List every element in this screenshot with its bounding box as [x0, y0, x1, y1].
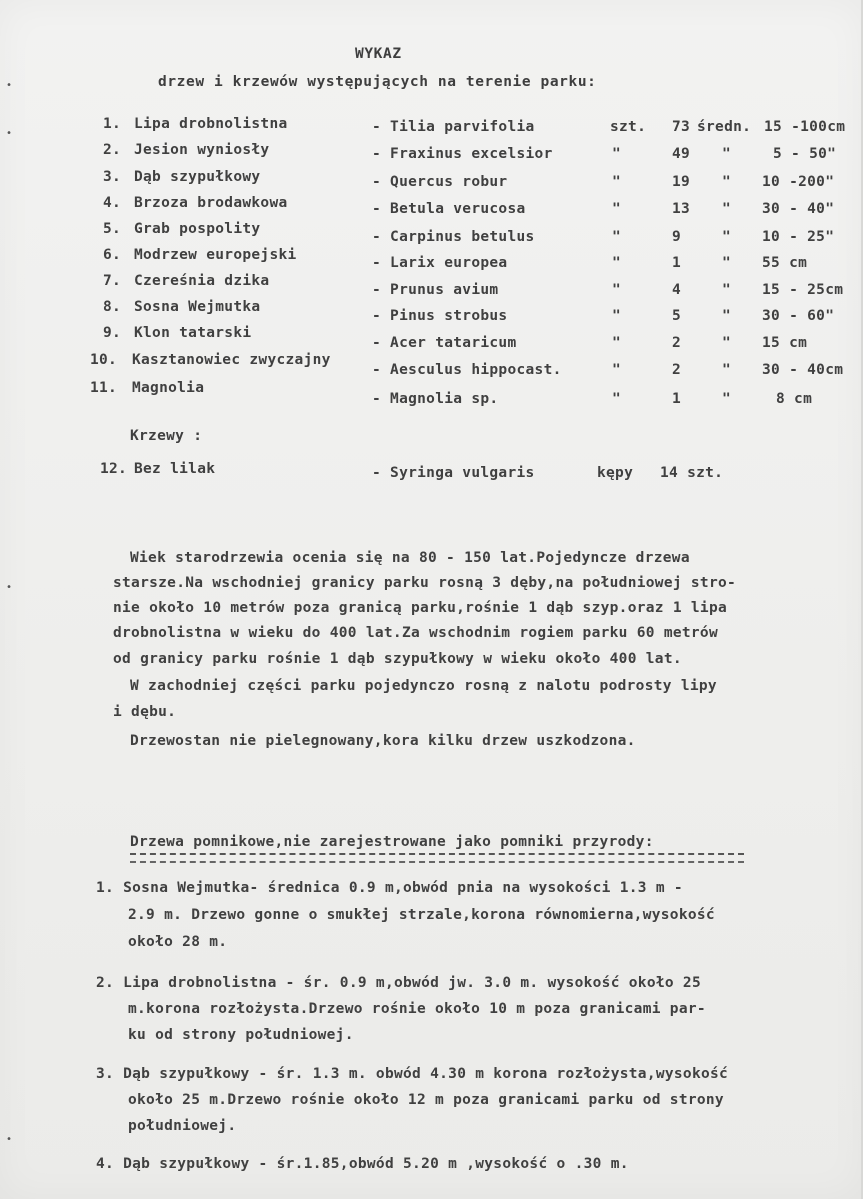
shrub-number: 12.: [100, 461, 128, 477]
tree-unit: ": [612, 391, 622, 407]
tree-size-mark: ": [722, 335, 732, 351]
shrub-unit: kępy: [597, 465, 634, 481]
shrub-amount: 14 szt.: [660, 465, 724, 481]
tree-count: 1: [672, 255, 682, 271]
shrub-latin-name: - Syringa vulgaris: [372, 465, 535, 481]
tree-number: 5.: [103, 221, 122, 237]
paragraph-line: i dębu.: [113, 704, 177, 720]
heading-underline-2: [130, 861, 744, 863]
shrubs-heading: Krzewy :: [130, 428, 203, 444]
monument-line: 2.9 m. Drzewo gonne o smukłej strzale,korona równomierna,wysokość: [128, 907, 715, 923]
tree-number: 1.: [103, 116, 122, 132]
document-title: WYKAZ: [355, 46, 402, 62]
tree-unit: ": [612, 362, 622, 378]
tree-polish-name: Brzoza brodawkowa: [134, 195, 288, 211]
monument-line: południowej.: [128, 1118, 237, 1134]
paragraph-line: Wiek starodrzewia ocenia się na 80 - 150 lat.Pojedyncze drzewa: [130, 550, 690, 566]
tree-size: 10 - 25": [762, 229, 835, 245]
tree-unit: ": [612, 282, 622, 298]
tree-polish-name: Grab pospolity: [134, 221, 261, 237]
tree-size: 15 -100cm: [764, 119, 846, 135]
tree-number: 2.: [103, 142, 122, 158]
tree-latin-name: - Larix europea: [372, 255, 508, 271]
tree-unit: ": [612, 308, 622, 324]
tree-polish-name: Lipa drobnolistna: [134, 116, 288, 132]
paragraph-line: nie około 10 metrów poza granicą parku,rośnie 1 dąb szyp.oraz 1 lipa: [113, 600, 728, 616]
tree-polish-name: Kasztanowiec zwyczajny: [132, 352, 331, 368]
tree-number: 10.: [90, 352, 118, 368]
tree-unit: ": [612, 335, 622, 351]
tree-unit: ": [612, 174, 622, 190]
tree-latin-name: - Aesculus hippocast.: [372, 362, 562, 378]
tree-number: 7.: [103, 273, 122, 289]
tree-unit: ": [612, 255, 622, 271]
tree-size-mark: ": [722, 362, 732, 378]
monument-line: około 28 m.: [128, 934, 228, 950]
tree-number: 8.: [103, 299, 122, 315]
monument-line: 3. Dąb szypułkowy - śr. 1.3 m. obwód 4.30 m korona rozłożysta,wysokość: [96, 1066, 729, 1082]
monument-line: ku od strony południowej.: [128, 1027, 354, 1043]
tree-polish-name: Dąb szypułkowy: [134, 169, 261, 185]
paragraph-line: starsze.Na wschodniej granicy parku rosną 3 dęby,na południowej stro-: [113, 575, 737, 591]
paragraph-line: Drzewostan nie pielegnowany,kora kilku drzew uszkodzona.: [130, 733, 636, 749]
tree-size: 30 - 60": [762, 308, 835, 324]
tree-size-mark: średn.: [697, 119, 752, 135]
tree-count: 5: [672, 308, 682, 324]
tree-polish-name: Sosna Wejmutka: [134, 299, 261, 315]
tree-latin-name: - Prunus avium: [372, 282, 499, 298]
tree-size-mark: ": [722, 229, 732, 245]
tree-size: 15 cm: [762, 335, 808, 351]
tree-size-mark: ": [722, 174, 732, 190]
tree-polish-name: Jesion wyniosły: [134, 142, 270, 158]
monuments-heading: Drzewa pomnikowe,nie zarejestrowane jako pomniki przyrody:: [130, 834, 654, 850]
tree-size: 8 cm: [776, 391, 813, 407]
tree-size-mark: ": [722, 391, 732, 407]
tree-latin-name: - Fraxinus excelsior: [372, 146, 553, 162]
tree-size: 10 -200": [762, 174, 835, 190]
tree-unit: ": [612, 201, 622, 217]
tree-latin-name: - Magnolia sp.: [372, 391, 499, 407]
tree-latin-name: - Pinus strobus: [372, 308, 508, 324]
tree-size: 30 - 40": [762, 201, 835, 217]
margin-mark: •: [6, 582, 13, 593]
tree-count: 2: [672, 362, 682, 378]
tree-count: 9: [672, 229, 682, 245]
heading-underline: [130, 853, 744, 855]
tree-number: 11.: [90, 380, 118, 396]
tree-size-mark: ": [722, 146, 732, 162]
paragraph-line: W zachodniej części parku pojedynczo rosną z nalotu podrosty lipy: [130, 678, 717, 694]
tree-count: 19: [672, 174, 691, 190]
tree-number: 3.: [103, 169, 122, 185]
tree-count: 1: [672, 391, 682, 407]
tree-count: 13: [672, 201, 691, 217]
margin-mark: •: [6, 1134, 13, 1145]
tree-polish-name: Czereśnia dzika: [134, 273, 270, 289]
paragraph-line: od granicy parku rośnie 1 dąb szypułkowy w wieku około 400 lat.: [113, 651, 682, 667]
tree-latin-name: - Acer tataricum: [372, 335, 517, 351]
monument-line: 2. Lipa drobnolistna - śr. 0.9 m,obwód jw. 3.0 m. wysokość około 25: [96, 975, 701, 991]
tree-count: 4: [672, 282, 682, 298]
tree-unit: ": [612, 229, 622, 245]
tree-size-mark: ": [722, 282, 732, 298]
tree-size-mark: ": [722, 255, 732, 271]
tree-size: 5 - 50": [773, 146, 837, 162]
tree-number: 4.: [103, 195, 122, 211]
tree-polish-name: Magnolia: [132, 380, 205, 396]
tree-latin-name: - Quercus robur: [372, 174, 508, 190]
tree-latin-name: - Carpinus betulus: [372, 229, 535, 245]
document-subtitle: drzew i krzewów występujących na terenie parku:: [158, 74, 597, 90]
monument-line: 1. Sosna Wejmutka- średnica 0.9 m,obwód pnia na wysokości 1.3 m -: [96, 880, 683, 896]
tree-unit: szt.: [610, 119, 647, 135]
tree-unit: ": [612, 146, 622, 162]
tree-latin-name: - Tilia parvifolia: [372, 119, 535, 135]
tree-polish-name: Modrzew europejski: [134, 247, 297, 263]
margin-mark: •: [6, 80, 13, 91]
paragraph-line: drobnolistna w wieku do 400 lat.Za wschodnim rogiem parku 60 metrów: [113, 625, 718, 641]
tree-size: 15 - 25cm: [762, 282, 844, 298]
tree-size: 30 - 40cm: [762, 362, 844, 378]
tree-latin-name: - Betula verucosa: [372, 201, 526, 217]
monument-line: około 25 m.Drzewo rośnie około 12 m poza granicami parku od strony: [128, 1092, 724, 1108]
monument-line: 4. Dąb szypułkowy - śr.1.85,obwód 5.20 m ,wysokość o .30 m.: [96, 1156, 629, 1172]
tree-size-mark: ": [722, 201, 732, 217]
tree-polish-name: Klon tatarski: [134, 325, 252, 341]
tree-size-mark: ": [722, 308, 732, 324]
shrub-polish-name: Bez lilak: [134, 461, 216, 477]
tree-count: 73: [672, 119, 691, 135]
margin-mark: •: [6, 128, 13, 139]
tree-number: 6.: [103, 247, 122, 263]
tree-count: 2: [672, 335, 682, 351]
tree-number: 9.: [103, 325, 122, 341]
tree-size: 55 cm: [762, 255, 808, 271]
monument-line: m.korona rozłożysta.Drzewo rośnie około 10 m poza granicami par-: [128, 1001, 706, 1017]
tree-count: 49: [672, 146, 691, 162]
